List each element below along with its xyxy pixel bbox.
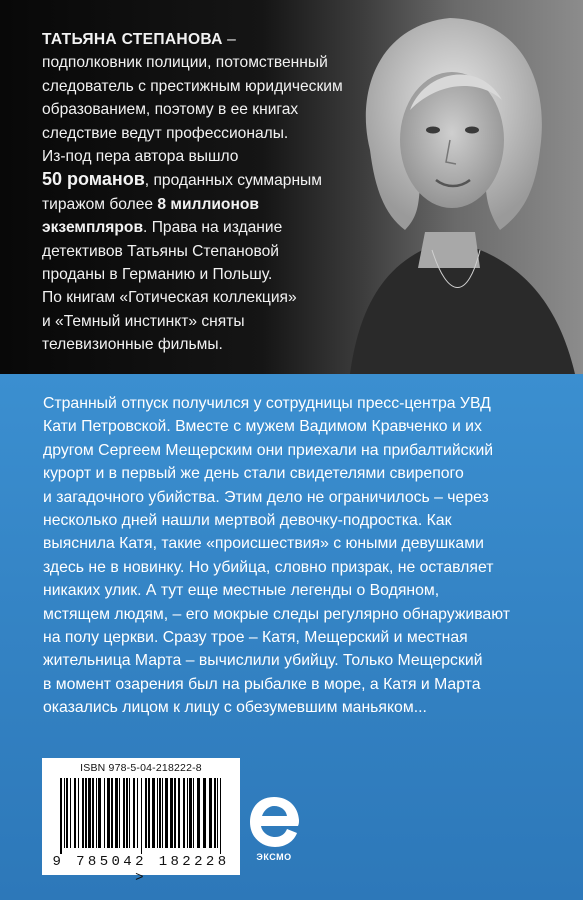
barcode-bar [162,778,163,848]
barcode-bar [70,778,71,848]
barcode-bar [148,778,150,848]
bio-line: и «Темный инстинкт» сняты [42,312,245,330]
summary-line: в момент озарения был на рыбалке в море, а Катя и Марта [43,675,481,693]
summary-line: здесь не в новинку. Но убийца, словно призрак, не оставляет [43,558,494,576]
barcode-bar [174,778,176,848]
barcode-bar [220,778,221,854]
barcode-bar [217,778,218,848]
barcode-bar [197,778,200,848]
barcode-bar [74,778,76,848]
barcode-bar [78,778,79,848]
summary-line: несколько дней нашли мертвой девочку-подростка. Как [43,512,452,530]
book-summary [43,392,563,720]
bio-line: По книгам «Готическая коллекция» [42,289,297,307]
barcode-bar [157,778,158,848]
bio-line: проданы в Германию и Польшу. [42,266,273,284]
summary-line: другом Сергеем Мещерским они приехали на прибалтийский [43,441,494,459]
barcode-bar [111,778,113,848]
summary-line: оказались лицом к лицу с обезумевшим маньяком... [43,699,427,717]
summary-line: и загадочного убийства. Этим дело не ограничилось – через [43,488,489,506]
summary-line: мстящем людям, – его мокрые следы регулярно обнаруживают [43,605,510,623]
barcode-bar [126,778,128,848]
summary-line: выяснила Катя, такие «происшествия» с юными девушками [43,535,484,553]
barcode-bar [165,778,168,848]
barcode-bar [137,778,138,848]
barcode-bar [66,778,68,848]
barcode-bar [129,778,130,848]
barcode-bar [203,778,206,848]
bio-line: Из-под пера автора вышло [42,148,239,166]
summary-line: Странный отпуск получился у сотрудницы пресс-центра УВД [43,395,491,412]
barcode-digits: 9 785042 182228 > [52,854,230,886]
bio-line: следователь с престижным юридическим [42,77,343,95]
barcode-bar [170,778,173,848]
barcode-bar [209,778,212,848]
summary-line: никаких улик. А тут еще местные легенды о Водяном, [43,582,440,600]
barcode-bar [214,778,216,848]
barcode-bar [141,778,142,854]
bio-line-novels [42,168,342,192]
summary-line: Кати Петровской. Вместе с мужем Вадимом Кравченко и их [43,418,482,436]
bio-line: детективов Татьяны Степановой [42,242,279,260]
barcode-bar [159,778,161,848]
summary-line: жительница Марта – вычислили убийцу. Только Мещерский [43,652,483,670]
bio-line: образованием, поэтому в ее книгах [42,101,299,119]
barcode-bar [119,778,120,848]
barcode-bar [193,778,194,848]
barcode-bar [152,778,155,848]
author-bio [42,28,342,357]
bio-line-copies [42,193,342,216]
bio-text: . Права на издание [143,219,283,237]
barcode-bar [96,778,97,848]
copies-count: 8 миллионов [157,195,259,213]
novels-count: 50 романов [42,169,145,190]
barcode-bar [107,778,110,848]
barcode-bar [189,778,192,848]
author-photo [330,0,583,374]
copies-word: экземпляров [42,219,144,237]
barcode-bar [187,778,188,848]
bio-line-rights [42,216,342,239]
barcode-icon [50,776,232,854]
barcode-bar [60,778,62,854]
isbn-label: ISBN 978-5-04-218222-8 [80,762,202,774]
barcode-bar [98,778,101,848]
barcode-bar [64,778,65,848]
bio-line: следствие ведут профессионалы. [42,124,289,142]
bio-text: , проданных суммарным [144,172,322,190]
bio-line: подполковник полиции, потомственный [42,54,328,72]
summary-line: на полу церкви. Сразу трое – Катя, Мещерский и местная [43,629,468,647]
author-panel [0,0,583,374]
bio-line: телевизионные фильмы. [42,336,223,354]
author-name: ТАТЬЯНА СТЕПАНОВА [42,31,223,48]
barcode-bar [115,778,118,848]
barcode-bar [82,778,84,848]
publisher-name: ЭКСМО [256,852,292,862]
barcode-bar [183,778,185,848]
summary-line: курорт и в первый же день стали свидетелями свирепого [43,465,464,483]
author-name-dash: – [222,31,236,48]
bio-text: тиражом более [42,195,158,213]
barcode-bar [88,778,91,848]
barcode-bar [92,778,94,848]
barcode-bar [145,778,147,848]
barcode-bar [104,778,105,848]
barcode-bar [123,778,125,848]
barcode-bar [133,778,135,848]
barcode-bar [85,778,87,848]
author-name-line [42,28,342,51]
barcode-box [42,758,240,886]
barcode-bar [178,778,180,848]
